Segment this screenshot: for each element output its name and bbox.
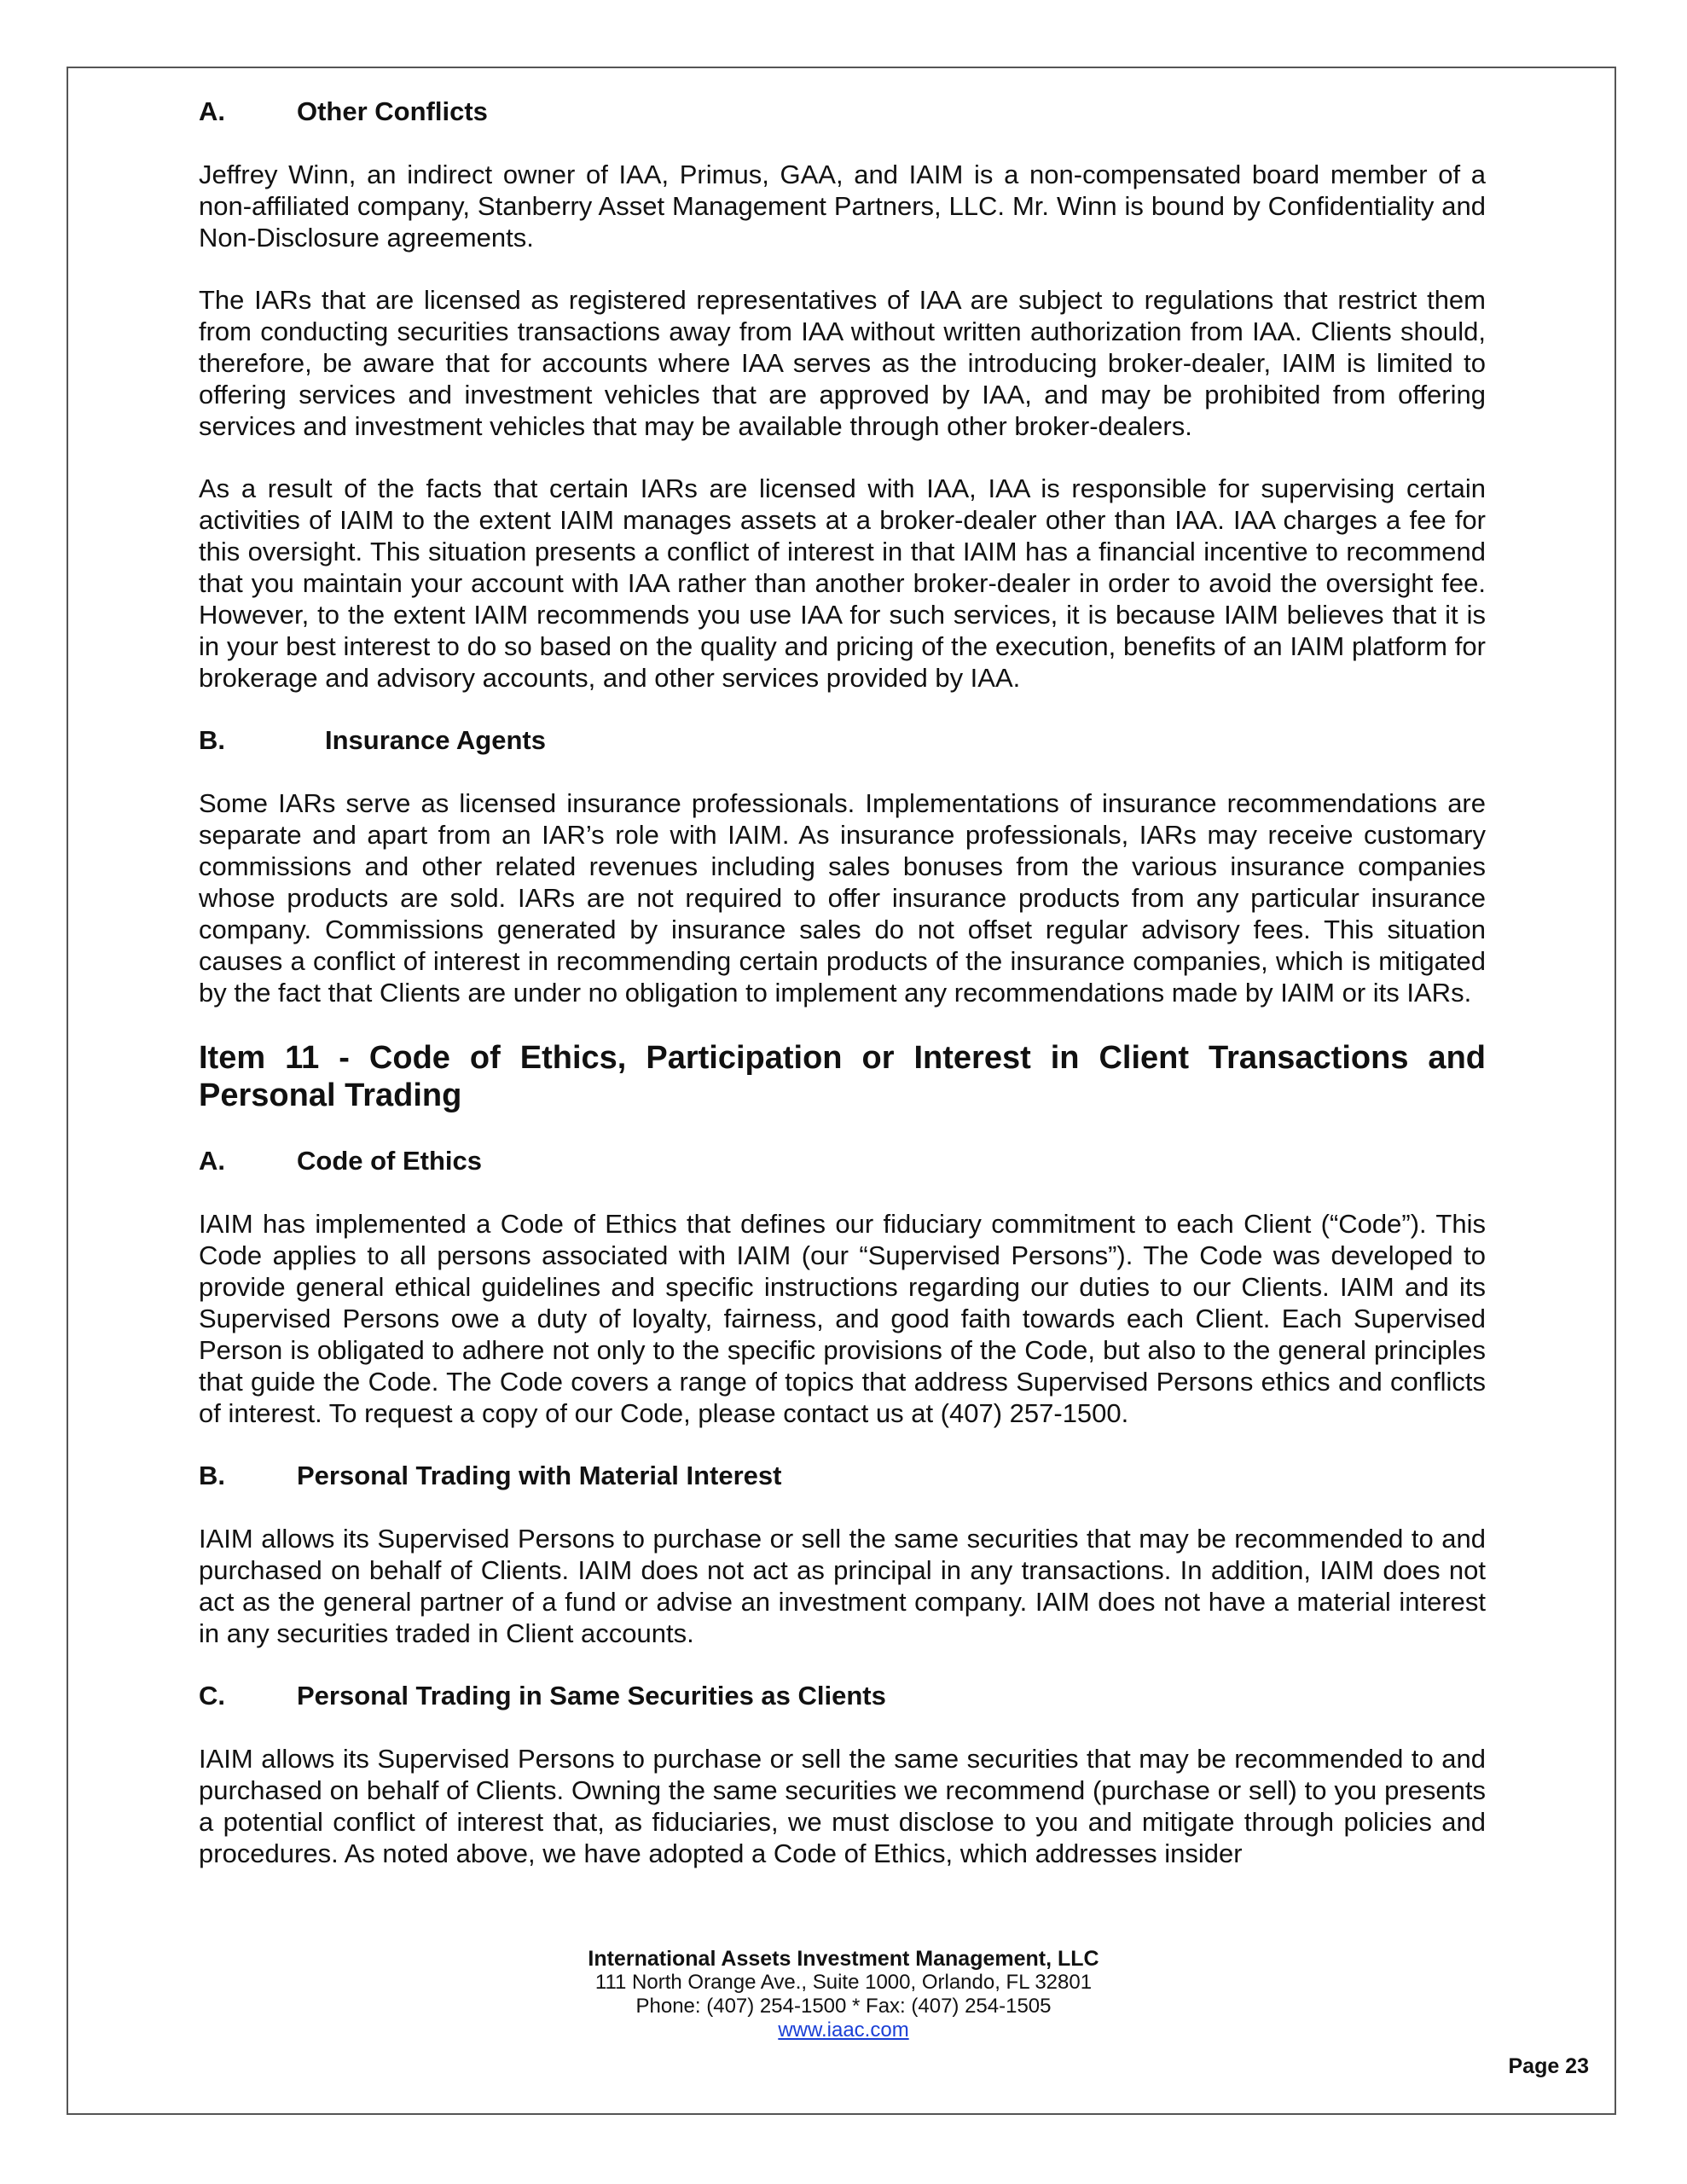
section-title: Code of Ethics <box>297 1146 483 1176</box>
section-letter: A. <box>199 96 225 126</box>
paragraph: Some IARs serve as licensed insurance professionals. Implementations of insurance recommendations are separate and apart from an IAR’s role with IAIM. As insurance professionals, IARs may receive customary commissions and other related revenues including sales bonuses from the various insurance companies whose products are sold. IARs are not required to offer insurance products from any particular insurance company. Commissions generated by insurance sales do not offset regular advisory fees. This situation causes a conflict of interest in recommending certain products of the insurance companies, which is mitigated by the fact that Clients are under no obligation to implement any recommendations made by IAIM or its IARs. <box>199 788 1486 1008</box>
footer-website-link[interactable]: www.iaac.com <box>778 2018 909 2042</box>
section-heading-personal-trading-material-interest <box>199 1460 1486 1492</box>
footer-address: 111 North Orange Ave., Suite 1000, Orlando, FL 32801 <box>594 1971 1093 1994</box>
section-title: Other Conflicts <box>297 96 488 126</box>
paragraph: The IARs that are licensed as registered representatives of IAA are subject to regulations that restrict them from conducting securities transactions away from IAA without written authorization from IAA. Clients should, therefore, be aware that for accounts where IAA serves as the introducing broker-dealer, IAIM is limited to offering services and investment vehicles that are approved by IAA, and may be prohibited from offering services and investment vehicles that may be available through other broker-dealers. <box>199 285 1486 441</box>
footer-phone: Phone: (407) 254-1500 * Fax: (407) 254-1505 <box>635 1995 1052 2018</box>
page-number: Page 23 <box>1508 2054 1589 2078</box>
section-heading-insurance-agents <box>199 724 1486 757</box>
document-body <box>199 96 1486 1869</box>
item-11-heading: Item 11 - Code of Ethics, Participation or Interest in Client Transactions and Personal Trading <box>199 1040 1486 1113</box>
section-title: Personal Trading in Same Securities as Clients <box>297 1681 886 1711</box>
footer-company: International Assets Investment Management, LLC <box>588 1947 1099 1971</box>
paragraph: As a result of the facts that certain IARs are licensed with IAA, IAA is responsible for supervising certain activities of IAIM to the extent IAIM manages assets at a broker-dealer other than IAA. IAA charges a fee for this oversight. This situation presents a conflict of interest in that IAIM has a financial incentive to recommend that you maintain your account with IAA rather than another broker-dealer in order to avoid the oversight fee. However, to the extent IAIM recommends you use IAA for such services, it is because IAIM believes that it is in your best interest to do so based on the quality and pricing of the execution, benefits of an IAIM platform for brokerage and advisory accounts, and other services provided by IAA. <box>199 473 1486 693</box>
paragraph: IAIM has implemented a Code of Ethics that defines our fiduciary commitment to each Client (“Code”). This Code applies to all persons associated with IAIM (our “Supervised Persons”). The Code was developed to provide general ethical guidelines and specific instructions regarding our duties to our Clients. IAIM and its Supervised Persons owe a duty of loyalty, fairness, and good faith towards each Client. Each Supervised Person is obligated to adhere not only to the specific provisions of the Code, but also to the general principles that guide the Code. The Code covers a range of topics that address Supervised Persons ethics and conflicts of interest. To request a copy of our Code, please contact us at (407) 257-1500. <box>199 1209 1486 1428</box>
section-title: Personal Trading with Material Interest <box>297 1461 782 1490</box>
section-heading-code-of-ethics <box>199 1145 1486 1177</box>
section-heading-personal-trading-same-securities <box>199 1680 1486 1712</box>
paragraph: Jeffrey Winn, an indirect owner of IAA, Primus, GAA, and IAIM is a non-compensated board member of a non-affiliated company, Stanberry Asset Management Partners, LLC. Mr. Winn is bound by Confidentiality and Non-Disclosure agreements. <box>199 160 1486 253</box>
page-footer <box>0 1947 1687 2042</box>
section-letter: C. <box>199 1681 225 1711</box>
section-letter: B. <box>199 1461 225 1490</box>
paragraph: IAIM allows its Supervised Persons to purchase or sell the same securities that may be recommended to and purchased on behalf of Clients. Owning the same securities we recommend (purchase or sell) to you presents a potential conflict of interest that, as fiduciaries, we must disclose to you and mitigate through policies and procedures. As noted above, we have adopted a Code of Ethics, which addresses insider <box>199 1744 1486 1868</box>
section-heading-other-conflicts <box>199 96 1486 128</box>
section-letter: A. <box>199 1146 225 1176</box>
section-letter: B. <box>199 725 225 755</box>
paragraph: IAIM allows its Supervised Persons to purchase or sell the same securities that may be recommended to and purchased on behalf of Clients. IAIM does not act as principal in any transactions. In addition, IAIM does not act as the general partner of a fund or advise an investment company. IAIM does not have a material interest in any securities traded in Client accounts. <box>199 1524 1486 1648</box>
section-title: Insurance Agents <box>325 725 546 755</box>
